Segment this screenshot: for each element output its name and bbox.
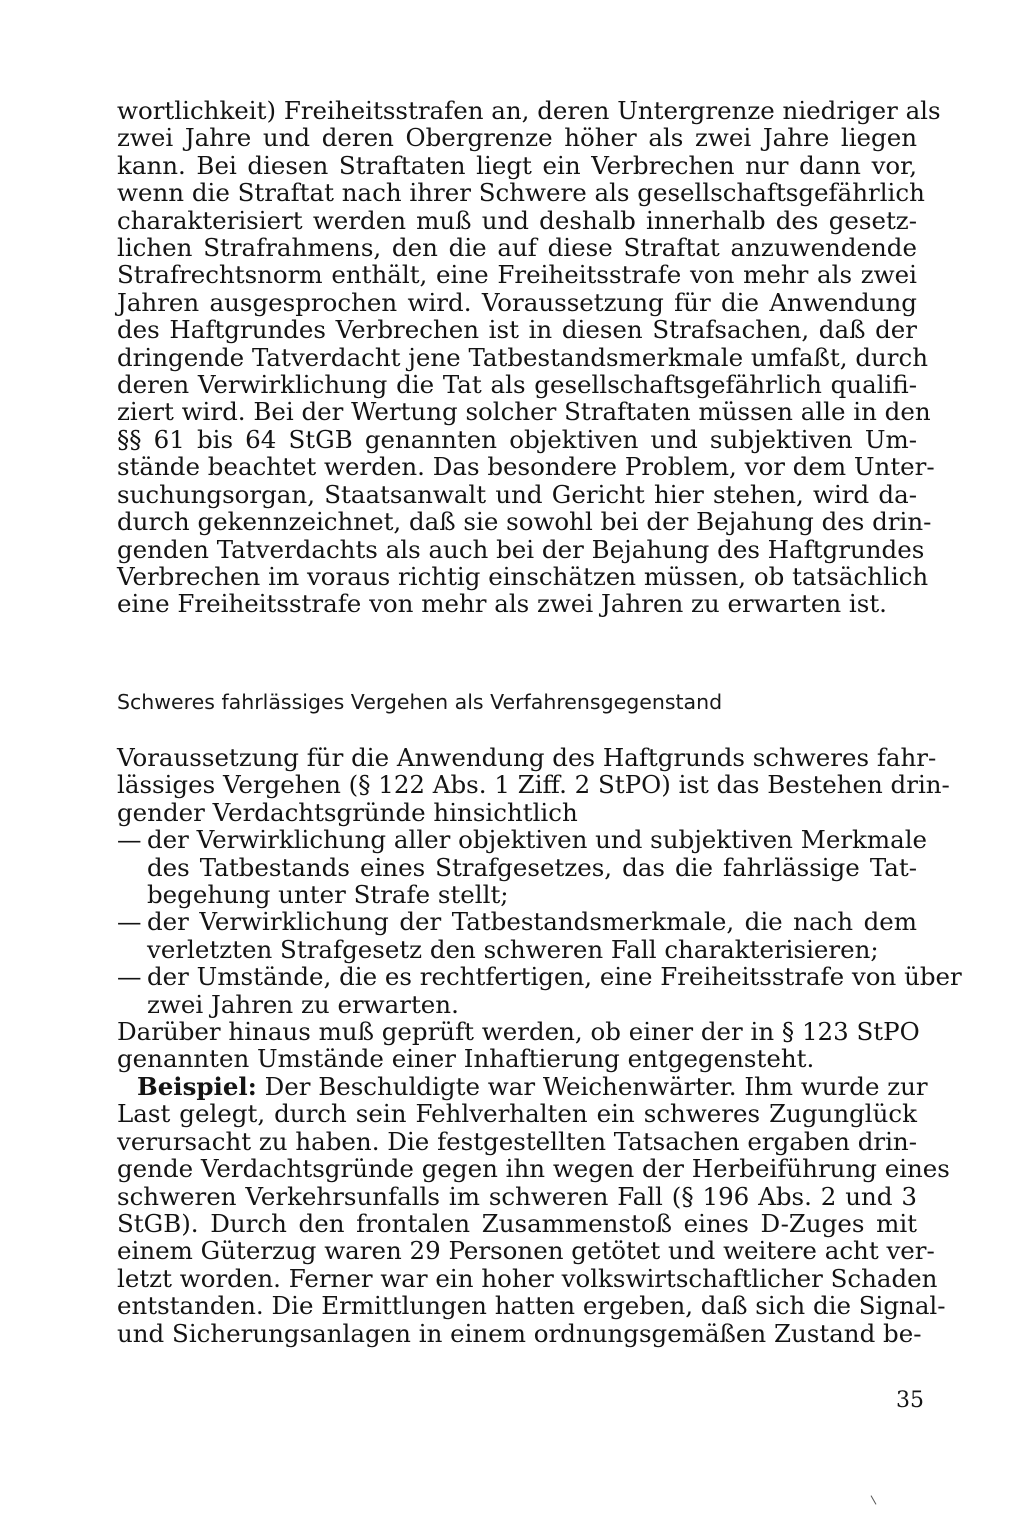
text-line: und Sicherungsanlagen in einem ordnungsgemäßen Zustand be- (117, 1318, 922, 1348)
text-line: entstanden. Die Ermittlungen hatten ergeben, daß sich die Signal- (117, 1291, 946, 1321)
text-line: des Tatbestands eines Strafgesetzes, das die fahrlässige Tat- (147, 852, 917, 882)
section-heading: Schweres fahrlässiges Vergehen als Verfahrensgegenstand (117, 690, 723, 714)
list-item (117, 825, 928, 855)
paragraph-fahrlaessiges-vergehen (117, 743, 962, 1348)
text-line: Verbrechen im voraus richtig einschätzen müssen, ob tatsächlich (117, 561, 929, 591)
text-line: dringende Tatverdacht jene Tatbestandsmerkmale umfaßt, durch (117, 342, 929, 372)
text-line: Voraussetzung für die Anwendung des Haftgrunds schweres fahr- (117, 743, 937, 772)
text-line: lichen Strafrahmens, den die auf diese Straftat anzuwendende (117, 233, 917, 263)
text-line: begehung unter Strafe stellt; (147, 880, 509, 910)
text-line: deren Verwirklichung die Tat als gesellschaftsgefährlich qualifi- (117, 370, 917, 400)
list-item-text: der Verwirklichung der Tatbestandsmerkmale, die nach dem (147, 907, 917, 937)
text-line: eine Freiheitsstrafe von mehr als zwei Jahren zu erwarten ist. (117, 589, 887, 619)
scan-mark (871, 1495, 877, 1504)
text-line: einem Güterzug waren 29 Personen getötet und weitere acht ver- (117, 1236, 935, 1266)
page-number: 35 (896, 1388, 924, 1413)
text-line: suchungsorgan, Staatsanwalt und Gericht hier stehen, wird da- (117, 479, 917, 509)
text-line: verletzten Strafgesetz den schweren Fall charakterisieren; (147, 934, 879, 964)
text-line: zwei Jahre und deren Obergrenze höher als zwei Jahre liegen (117, 123, 917, 153)
example-label: Beispiel: (137, 1071, 257, 1101)
list-dash: — (117, 825, 142, 855)
text-line: genannten Umstände einer Inhaftierung entgegensteht. (117, 1044, 815, 1074)
list-dash: — (117, 907, 142, 937)
text-line: StGB). Durch den frontalen Zusammenstoß eines D-Zuges mit (117, 1208, 917, 1238)
list-item (117, 908, 917, 935)
list-item (117, 962, 962, 992)
text-line: wortlichkeit) Freiheitsstrafen an, deren Untergrenze niedriger als (117, 96, 941, 125)
text-line: des Haftgrundes Verbrechen ist in diesen Strafsachen, daß der (117, 315, 917, 345)
text-line: genden Tatverdachts als auch bei der Bejahung des Haftgrundes (117, 534, 925, 564)
text-line: letzt worden. Ferner war ein hoher volkswirtschaftlicher Schaden (117, 1263, 938, 1293)
list-dash: — (117, 962, 142, 992)
text-line: charakterisiert werden muß und deshalb innerhalb des gesetz- (117, 205, 917, 235)
text-line: verursacht zu haben. Die festgestellten Tatsachen ergaben drin- (117, 1126, 917, 1156)
text-line: lässiges Vergehen (§ 122 Abs. 1 Ziff. 2 StPO) ist das Bestehen drin- (117, 770, 950, 800)
text-line: §§ 61 bis 64 StGB genannten objektiven und subjektiven Um- (117, 424, 917, 454)
text-line: zwei Jahren zu erwarten. (147, 989, 459, 1019)
example-first-line (117, 1071, 928, 1101)
text-line: ziert wird. Bei der Wertung solcher Straftaten müssen alle in den (117, 397, 931, 427)
text-line: Strafrechtsnorm enthält, eine Freiheitsstrafe von mehr als zwei (117, 260, 917, 290)
text-line: wenn die Straftat nach ihrer Schwere als gesellschaftsgefährlich (117, 178, 925, 208)
text-line: Jahren ausgesprochen wird. Voraussetzung für die Anwendung (117, 287, 917, 317)
list-item-text: der Verwirklichung aller objektiven und subjektiven Merkmale (147, 825, 928, 855)
list-item-text: der Umstände, die es rechtfertigen, eine Freiheitsstrafe von über (147, 962, 962, 992)
text-line: gende Verdachtsgründe gegen ihn wegen der Herbeiführung eines (117, 1154, 950, 1184)
text-line: gender Verdachtsgründe hinsichtlich (117, 797, 578, 827)
text-line: durch gekennzeichnet, daß sie sowohl bei der Bejahung des drin- (117, 507, 932, 537)
text-line: stände beachtet werden. Das besondere Problem, vor dem Unter- (117, 452, 935, 482)
example-text: Der Beschuldigte war Weichenwärter. Ihm wurde zur (256, 1071, 928, 1101)
text-line: Darüber hinaus muß geprüft werden, ob einer der in § 123 StPO (117, 1017, 920, 1047)
text-line: Last gelegt, durch sein Fehlverhalten ein schweres Zugunglück (117, 1099, 917, 1129)
text-line: kann. Bei diesen Straftaten liegt ein Verbrechen nur dann vor, (117, 150, 917, 180)
text-line: schweren Verkehrsunfalls im schweren Fall (§ 196 Abs. 2 und 3 (117, 1181, 917, 1211)
paragraph-verbrechen (117, 96, 941, 619)
